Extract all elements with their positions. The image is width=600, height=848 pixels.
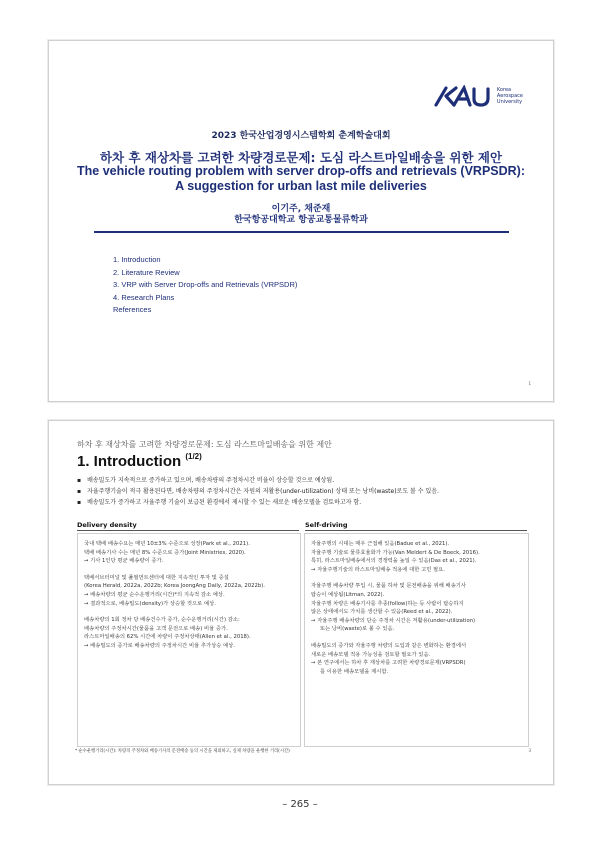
paragraph-gap	[84, 608, 294, 616]
delivery-density-heading: Delivery density	[77, 521, 137, 529]
bullet-list	[77, 475, 539, 508]
toc-item: 2. Literature Review	[113, 267, 180, 277]
column-divider	[305, 530, 527, 531]
toc-item: References	[113, 305, 152, 314]
kau-logo-mark	[432, 85, 492, 107]
panel-line: 자율주행 기술로 물류효율화가 가능(Van Meldert & De Boeck, 2016).	[311, 549, 480, 556]
self-driving-panel	[304, 533, 529, 747]
slide-number: 3	[528, 748, 531, 753]
panel-line: → 배송밀도의 증가로 배송차량의 주정차시간 비율 추가상승 예상.	[84, 642, 235, 649]
panel-line: 탑승이 예상됨(Litman, 2022).	[311, 591, 385, 598]
panel-line: → 배송차량의 평균 순수운행거리(시간)*의 지속적 감소 예상.	[84, 591, 225, 598]
self-driving-heading: Self-driving	[305, 521, 348, 529]
panel-line: → 본 연구에서는 하차 후 재상차를 고려한 차량경로문제(VRPSDR)	[311, 660, 466, 667]
authors: 이기주, 채준재	[271, 204, 331, 214]
panel-line: 택배 배송기사 수는 매년 8% 수준으로 증가(Joint Ministries, 2020).	[84, 549, 246, 556]
panel-line: 또는 낭비(waste)로 볼 수 있음.	[320, 626, 395, 633]
bullet-item: ▪ 배송밀도가 증가하고 자율주행 기술이 보급된 환경에서 제시할 수 있는 새로운 배송모델을 검토하고자 함.	[77, 497, 539, 508]
kau-logo	[432, 85, 523, 107]
panel-line: 배송차량의 주정차시간(물품을 고객 문전으로 배송) 비율 증가.	[84, 625, 228, 632]
paragraph-gap	[311, 634, 522, 642]
panel-line: 자율주행 배송차량 투입 시, 물품 하차 및 문전배송을 위해 배송기사	[311, 583, 466, 590]
english-title-line: A suggestion for urban last mile deliveries	[175, 179, 427, 193]
panel-line: 배송차량의 1회 정차 당 배송건수가 증가, 순수운행거리(시간) 감소:	[84, 617, 240, 624]
bullet-item: ▪ 배송밀도가 지속적으로 증가하고 있으며, 배송차량의 주정차시간 비율이 상승할 것으로 예상됨.	[77, 475, 539, 486]
title-slide	[48, 40, 554, 402]
section-heading-part: (1/2)	[185, 452, 202, 461]
panel-line: (Korea Herald, 2022a, 2022b; Korea JoongAng Daily, 2022a, 2022b).	[84, 583, 265, 590]
panel-line: 새로운 배송모델 적용 가능성을 검토할 필요가 있음.	[311, 651, 431, 658]
korean-title: 하차 후 재상차를 고려한 차량경로문제: 도심 라스트마일배송을 위한 제안	[99, 150, 503, 165]
panel-line: 라스트마일배송의 62% 시간에 차량이 주정차상태(Allen et al., 2018).	[84, 634, 251, 641]
paragraph-gap	[84, 566, 294, 574]
panel-line: 특히, 라스트마일배송에서의 경쟁력을 높일 수 있음(Das et al., 2021).	[311, 558, 477, 565]
column-divider	[77, 530, 299, 531]
section-heading-text: 1. Introduction	[77, 453, 182, 470]
divider	[94, 231, 509, 233]
english-title	[49, 164, 553, 194]
panel-line: 를 이용한 배송모델을 제시함.	[320, 668, 389, 675]
panel-line: 배송밀도의 증가와 자율주행 차량의 도입과 같은 변화하는 환경에서	[311, 642, 467, 649]
panel-line: → 자율주행 배송차량의 단순 주정차 시간은 저활용(under-utilization)	[311, 617, 476, 624]
table-of-contents	[113, 254, 297, 317]
page-number: – 265 –	[282, 799, 318, 810]
panel-line: → 자율주행기술의 라스트마일배송 적용에 대한 고민 필요.	[311, 566, 445, 573]
panel-line: 자율주행의 시대는 매우 근접해 있음(Badue et al., 2021).	[311, 541, 450, 547]
panel-line: 자율주행 차량은 배송기사를 추종(follow)하는 등 사람이 탑승하지	[311, 600, 464, 607]
affiliation: 한국항공대학교 항공교통물류학과	[234, 215, 368, 225]
bullet-item: ▪ 자율주행기술이 적극 활용된다면, 배송차량의 주정차시간은 자원의 저활용(under-utilization) 상태 또는 낭비(waste)로도 볼 수 있음.	[77, 486, 539, 497]
toc-item: 3. VRP with Server Drop-offs and Retrievals (VRPSDR)	[113, 280, 298, 289]
toc-item: 4. Research Plans	[113, 292, 175, 302]
toc-item: 1. Introduction	[113, 255, 161, 264]
panel-line: 국내 택배 배송수요는 매년 10±3% 수준으로 성장(Park et al., 2021).	[84, 541, 250, 547]
slide-number: 1	[528, 381, 531, 386]
conference-name: 2023 한국산업경영시스템학회 춘계학술대회	[211, 131, 391, 141]
english-title-line: The vehicle routing problem with server drop-offs and retrievals (VRPSDR):	[77, 164, 525, 178]
introduction-slide	[48, 420, 554, 785]
panel-line: 택배서브터미널 및 풀필먼트센터에 대한 지속적인 투자 및 증설	[84, 574, 229, 581]
logo-text: Korea Aerospace University	[496, 87, 523, 105]
paragraph-gap	[311, 574, 522, 582]
delivery-density-panel	[77, 533, 301, 747]
slide-subtitle: 하차 후 재상차를 고려한 차량경로문제: 도심 라스트마일배송을 위한 제안	[77, 440, 332, 449]
section-heading	[77, 453, 202, 470]
panel-line: → 기사 1인당 평균 배송량이 증가.	[84, 558, 164, 565]
panel-line: 않은 상태에서도 가치를 생산할 수 있음(Reed et al., 2022).	[311, 609, 453, 616]
footnote: * 순수운행거리(시간): 차량의 주정차와 배송기사의 문전배송 등의 시간을 제외하고, 실제 차량을 운행한 거리(시간)	[75, 749, 290, 754]
panel-line: → 결과적으로, 배송밀도(density)가 상승할 것으로 예상.	[84, 600, 216, 607]
